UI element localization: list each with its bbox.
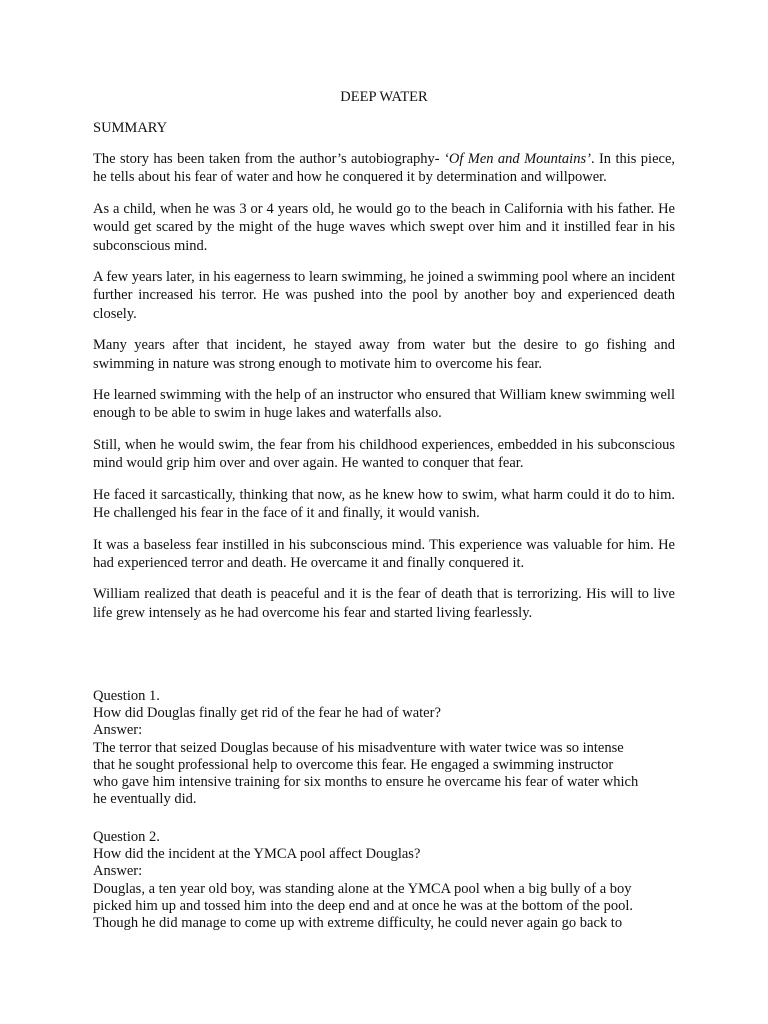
summary-paragraph-8: It was a baseless fear instilled in his subconscious mind. This experience was valuable for him. He had experienced terror and death. He overcame it and finally conquered it. bbox=[93, 536, 675, 571]
summary-paragraph-7: He faced it sarcastically, thinking that now, as he knew how to swim, what harm could it do to him. He challenged his fear in the face of it and finally, it would vanish. bbox=[93, 486, 675, 522]
summary-paragraph-4: Many years after that incident, he stayed away from water but the desire to go fishing and swimming in nature was strong enough to motivate him to overcome his fear. bbox=[93, 337, 675, 372]
question-label: Question 1. bbox=[93, 688, 160, 704]
summary-paragraph-2: As a child, when he was 3 or 4 years old, he would go to the beach in California with his father. He would get scared by the might of the huge waves which swept over him and it instilled fear in his subconscious mind. bbox=[93, 200, 675, 254]
answer-line: that he sought professional help to overcome this fear. He engaged a swimming instructor bbox=[93, 756, 614, 773]
answer-label: Answer: bbox=[93, 863, 143, 880]
summary-section bbox=[93, 150, 675, 635]
summary-paragraph-9: William realized that death is peaceful and it is the fear of death that is terrorizing. His will to live life grew intensely as he had overcome his fear and started living fearlessly. bbox=[93, 586, 675, 621]
summary-paragraph-6: Still, when he would swim, the fear from his childhood experiences, embedded in his subconscious mind would grip him over and over again. He wanted to conquer that fear. bbox=[93, 436, 675, 472]
book-title: ‘Of Men and Mountains’ bbox=[444, 151, 591, 167]
document-page bbox=[93, 0, 675, 1024]
answer-line: who gave him intensive training for six months to ensure he overcame his fear of water which bbox=[93, 774, 639, 791]
answer-label: Answer: bbox=[93, 722, 143, 739]
question-text: How did the incident at the YMCA pool affect Douglas? bbox=[93, 846, 421, 863]
answer-line: The terror that seized Douglas because of his misadventure with water twice was so intense bbox=[93, 739, 624, 756]
answer-line: Douglas, a ten year old boy, was standing alone at the YMCA pool when a big bully of a boy bbox=[93, 880, 632, 897]
summary-heading: SUMMARY bbox=[93, 120, 168, 136]
question-block-2 bbox=[93, 829, 675, 932]
summary-paragraph-5: He learned swimming with the help of an instructor who ensured that William knew swimming well enough to be able to swim in huge lakes and waterfalls also. bbox=[93, 387, 675, 422]
document-title: DEEP WATER bbox=[340, 89, 428, 105]
summary-paragraph-1: The story has been taken from the author’s autobiography- ‘Of Men and Mountains’. In this piece, he tells about his fear of water and how he conquered it by determination and willpower. bbox=[93, 151, 676, 186]
answer-line: he eventually did. bbox=[93, 791, 197, 808]
answer-line: picked him up and tossed him into the deep end and at once he was at the bottom of the pool. bbox=[93, 897, 633, 914]
question-text: How did Douglas finally get rid of the fear he had of water? bbox=[93, 705, 441, 722]
question-block-1 bbox=[93, 688, 675, 808]
question-label: Question 2. bbox=[93, 829, 160, 845]
summary-paragraph-3: A few years later, in his eagerness to learn swimming, he joined a swimming pool where an incident further increased his terror. He was pushed into the pool by another boy and experienced death closely. bbox=[93, 269, 675, 322]
answer-line: Though he did manage to come up with extreme difficulty, he could never again go back to bbox=[93, 915, 623, 932]
